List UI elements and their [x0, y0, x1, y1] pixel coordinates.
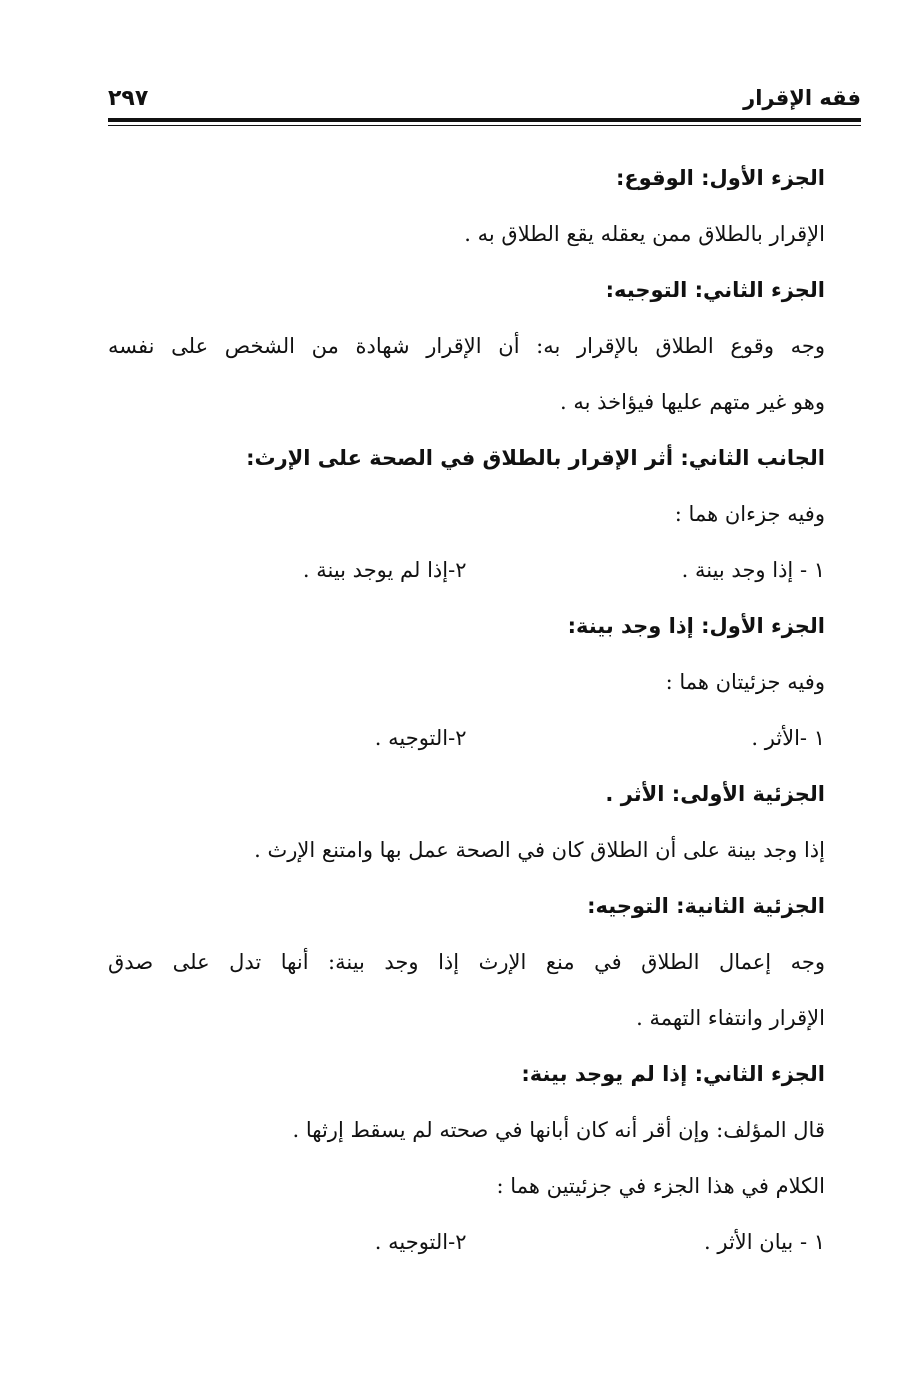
paragraph-line: الكلام في هذا الجزء في جزئيتين هما : [496, 1174, 825, 1198]
list-item: ٢-إذا لم يوجد بينة . [302, 558, 467, 582]
list-item: ٢-التوجيه . [374, 1230, 467, 1254]
page-body [108, 150, 825, 1270]
section-heading: الجزء الأول: إذا وجد بينة: [567, 614, 825, 638]
paragraph-line: وهو غير متهم عليها فيؤاخذ به . [559, 390, 825, 414]
section-heading: الجزء الثاني: التوجيه: [605, 278, 825, 302]
list-row [108, 710, 825, 766]
paragraph-line: وفيه جزءان هما : [674, 502, 825, 526]
running-title: فقه الإقرار [743, 86, 861, 110]
paragraph-line: قال المؤلف: وإن أقر أنه كان أبانها في صحته لم يسقط إرثها . [292, 1118, 825, 1142]
paragraph-line: إذا وجد بينة على أن الطلاق كان في الصحة عمل بها وامتنع الإرث . [254, 838, 825, 862]
list-row [108, 542, 825, 598]
paragraph-line: الإقرار بالطلاق ممن يعقله يقع الطلاق به . [464, 222, 825, 246]
section-heading: الجزئية الأولى: الأثر . [605, 782, 825, 806]
page-header [108, 84, 861, 114]
section-heading: الجزئية الثانية: التوجيه: [587, 894, 825, 918]
section-heading: الجزء الأول: الوقوع: [615, 166, 825, 190]
list-item: ١ - إذا وجد بينة . [681, 558, 825, 582]
header-rule-thick [108, 118, 861, 122]
list-item: ١ -الأثر . [751, 726, 825, 750]
list-row [108, 1214, 825, 1270]
section-heading: الجزء الثاني: إذا لم يوجد بينة: [521, 1062, 825, 1086]
page-number: ٢٩٧ [108, 86, 149, 111]
header-rule-thin [108, 125, 861, 126]
section-heading: الجانب الثاني: أثر الإقرار بالطلاق في الصحة على الإرث: [246, 446, 825, 470]
paragraph-line: وجه وقوع الطلاق بالإقرار به: أن الإقرار شهادة من الشخص على نفسه [108, 334, 825, 358]
paragraph-line: الإقرار وانتفاء التهمة . [636, 1006, 825, 1030]
paragraph-line: وفيه جزئيتان هما : [665, 670, 825, 694]
list-item: ٢-التوجيه . [374, 726, 467, 750]
paragraph-line: وجه إعمال الطلاق في منع الإرث إذا وجد بينة: أنها تدل على صدق [108, 950, 825, 974]
list-item: ١ - بيان الأثر . [704, 1230, 825, 1254]
